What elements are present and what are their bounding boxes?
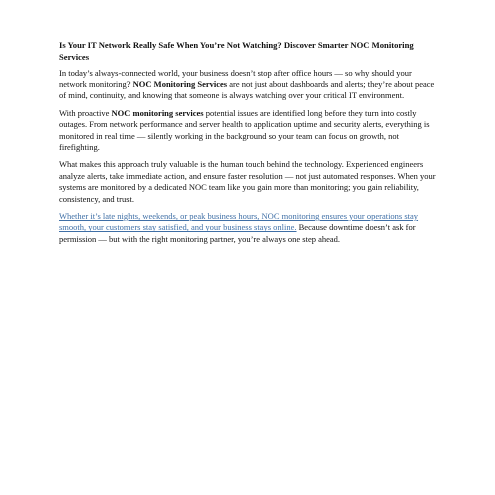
paragraph-proactive: [59, 108, 441, 154]
paragraph-intro: [59, 68, 441, 102]
paragraph-proactive-text-end: potential issues are identified long before they turn into costly outages. From network performance and server health to application uptime and security alerts, everything is monitored in real time — silently working in the background so your team can focus on growth, not firefighting.: [59, 107, 430, 152]
paragraph-human-touch: What makes this approach truly valuable is the human touch behind the technology. Experienced engineers analyze alerts, take immediate action, and ensure faster resolution — not just automated responses. When your systems are monitored by a dedicated NOC team like you gain more than monitoring; you gain reliability, consistency, and trust.: [59, 159, 436, 204]
paragraph-intro-bold-term: NOC Monitoring Services: [132, 78, 228, 89]
noc-monitoring-link[interactable]: Whether it’s late nights, weekends, or peak business hours, NOC monitoring ensures your operations stay smooth, your customers stay satisfied, and your business stays online.: [59, 210, 419, 233]
paragraph-proactive-bold-term: NOC monitoring services: [111, 107, 204, 118]
paragraph-closing: [59, 211, 441, 245]
document-page: [59, 40, 441, 251]
paragraph-proactive-text-start: With proactive: [59, 107, 112, 118]
paragraph-intro-text-end: are not just about dashboards and alerts; they’re about peace of mind, continuity, and knowing that someone is always watching over your critical IT environment.: [59, 78, 435, 101]
paragraph-closing-text-end: Because downtime doesn’t ask for permission — but with the right monitoring partner, you’re always one step ahead.: [59, 222, 416, 244]
paragraph-intro-text-start: In today’s always-connected world, your business doesn’t stop after office hours — so why should your network monitoring?: [59, 67, 412, 89]
article-title: Is Your IT Network Really Safe When You’re Not Watching? Discover Smarter NOC Monitoring Services: [59, 40, 414, 62]
